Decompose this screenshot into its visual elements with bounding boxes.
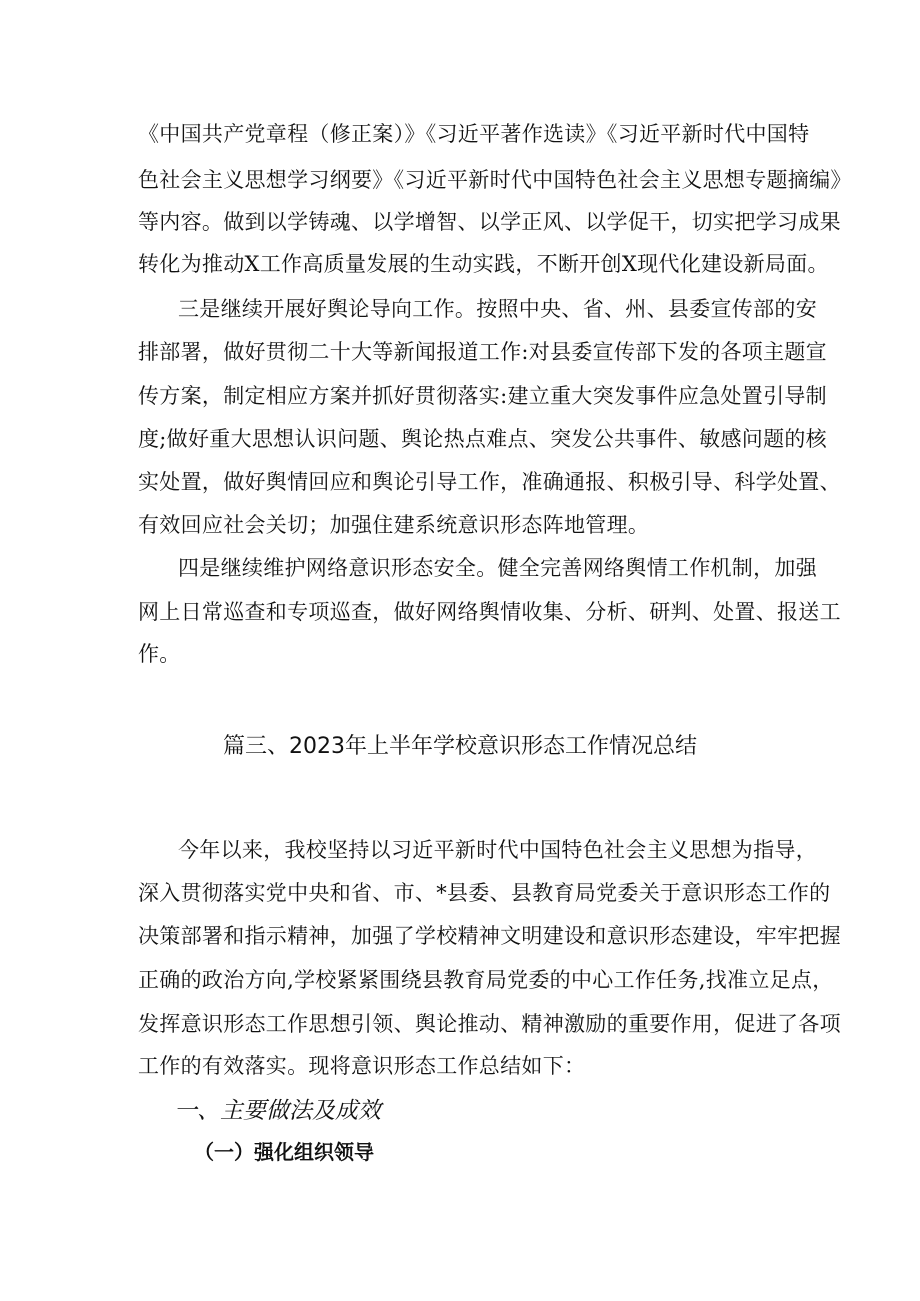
body-text-line: 作。 bbox=[138, 642, 181, 666]
heading-level-1: 一、主要做法及成效 bbox=[174, 1098, 381, 1124]
body-text-line: 转化为推动X工作高质量发展的生动实践，不断开创X现代化建设新局面。 bbox=[138, 252, 829, 276]
body-text-line: 《中国共产党章程（修正案）》《习近平著作选读》《习近平新时代中国特 bbox=[138, 122, 810, 146]
body-text-line: 三是继续开展好舆论导向工作。按照中央、省、州、县委宣传部的安 bbox=[178, 297, 817, 321]
body-text-line: 决策部署和指示精神，加强了学校精神文明建设和意识形态建设，牢牢把握 bbox=[138, 924, 841, 948]
body-text-line: 等内容。做到以学铸魂、以学增智、以学正风、以学促干，切实把学习成果 bbox=[138, 210, 841, 234]
section-title: 篇三、2023年上半年学校意识形态工作情况总结 bbox=[223, 734, 697, 759]
body-text-line: 度;做好重大思想认识问题、舆论热点难点、突发公共事件、敏感问题的核 bbox=[138, 427, 827, 451]
body-text-line: 深入贯彻落实党中央和省、市、*县委、县教育局党委关于意识形态工作的 bbox=[138, 881, 831, 905]
body-text-line: 实处置，做好舆情回应和舆论引导工作，准确通报、积极引导、科学处置、 bbox=[138, 470, 841, 494]
body-text-line: 有效回应社会关切；加强住建系统意识形态阵地管理。 bbox=[138, 513, 650, 537]
body-text-line: 色社会主义思想学习纲要》《习近平新时代中国特色社会主义思想专题摘编》 bbox=[138, 168, 852, 192]
body-text-line: 四是继续维护网络意识形态安全。健全完善网络舆情工作机制，加强 bbox=[178, 556, 817, 580]
body-text-line: 网上日常巡查和专项巡查，做好网络舆情收集、分析、研判、处置、报送工 bbox=[138, 600, 841, 624]
body-text-line: 排部署，做好贯彻二十大等新闻报道工作:对县委宣传部下发的各项主题宣 bbox=[138, 340, 827, 364]
body-text-line: 发挥意识形态工作思想引领、舆论推动、精神激励的重要作用，促进了各项 bbox=[138, 1012, 841, 1036]
body-text-line: 今年以来，我校坚持以习近平新时代中国特色社会主义思想为指导， bbox=[178, 838, 817, 862]
heading-level-2: （一）强化组织领导 bbox=[194, 1140, 374, 1164]
body-text-line: 传方案，制定相应方案并抓好贯彻落实:建立重大突发事件应急处置引导制 bbox=[138, 384, 827, 408]
body-text-line: 正确的政治方向,学校紧紧围绕县教育局党委的中心工作任务,找准立足点， bbox=[138, 968, 834, 992]
body-text-line: 工作的有效落实。现将意识形态工作总结如下： bbox=[138, 1054, 586, 1078]
